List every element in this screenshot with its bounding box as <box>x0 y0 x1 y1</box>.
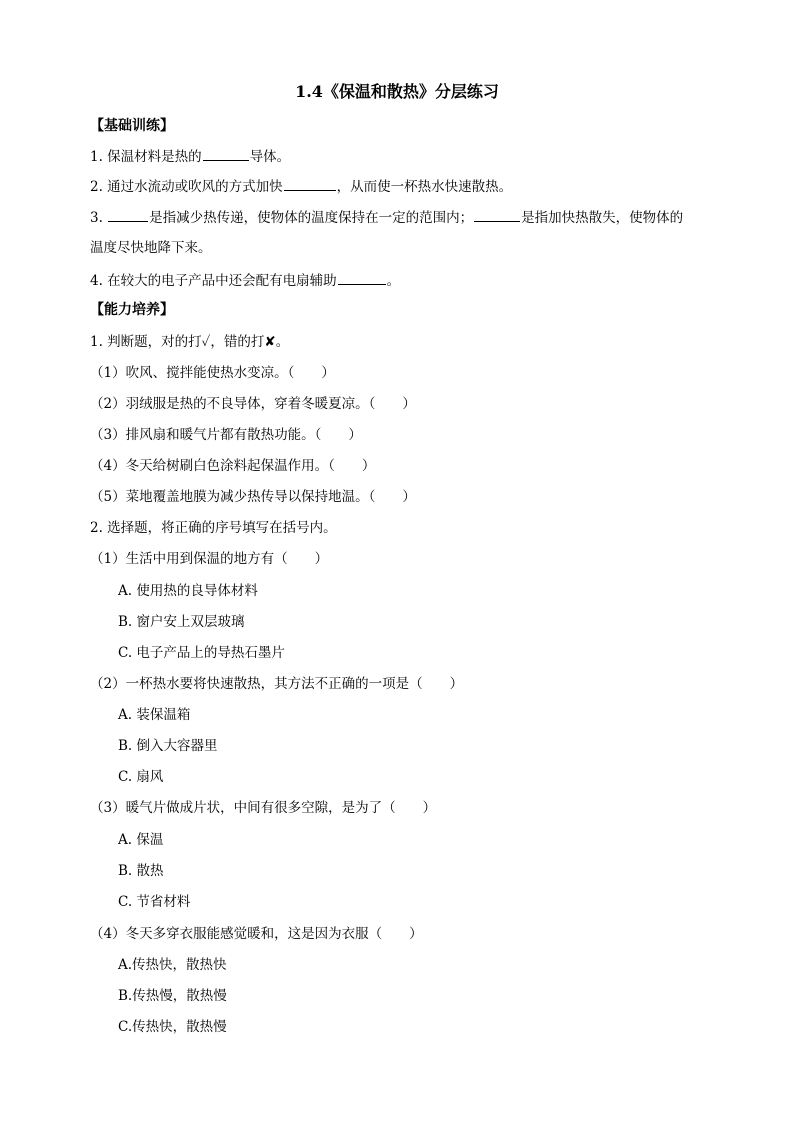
basic-question-4 <box>90 270 400 291</box>
choice-option[interactable]: C. 节省材料 <box>118 894 191 910</box>
choice-option[interactable]: C.传热快，散热慢 <box>118 1019 227 1035</box>
question-text: 1. 保温材料是热的 <box>90 149 202 165</box>
judge-intro: 1. 判断题，对的打✓，错的打✘。 <box>90 334 290 350</box>
question-text: 。 <box>386 273 401 289</box>
choice-option[interactable]: B.传热慢，散热慢 <box>118 988 227 1004</box>
choice-question-2[interactable]: （2）一杯热水要将快速散热，其方法不正确的一项是（ ） <box>90 676 464 692</box>
choice-question-4[interactable]: （4）冬天多穿衣服能感觉暖和，这是因为衣服（ ） <box>90 926 423 942</box>
question-text: 是指加快热散失，使物体的 <box>521 210 684 226</box>
answer-blank[interactable] <box>338 270 386 285</box>
judge-item-2[interactable]: （2）羽绒服是热的不良导体，穿着冬暖夏凉。（ ） <box>90 396 416 412</box>
choice-option[interactable]: A.传热快，散热快 <box>118 957 227 973</box>
answer-blank[interactable] <box>474 207 520 222</box>
question-text: 2. 通过水流动或吹风的方式加快 <box>90 179 283 195</box>
basic-question-3 <box>90 207 683 228</box>
choice-option[interactable]: C. 扇风 <box>118 769 164 785</box>
choice-option[interactable]: A. 使用热的良导体材料 <box>118 583 258 599</box>
choice-option[interactable]: A. 装保温箱 <box>118 707 191 723</box>
answer-blank[interactable] <box>284 176 336 191</box>
question-text: 3. <box>90 210 108 226</box>
section-heading-ability: 【能力培养】 <box>90 302 174 318</box>
judge-item-4[interactable]: （4）冬天给树刷白色涂料起保温作用。（ ） <box>90 458 376 474</box>
choice-option[interactable]: B. 窗户安上双层玻璃 <box>118 614 245 630</box>
choice-option[interactable]: B. 散热 <box>118 863 164 879</box>
answer-blank[interactable] <box>108 207 148 222</box>
choice-intro: 2. 选择题，将正确的序号填写在括号内。 <box>90 520 337 536</box>
judge-item-1[interactable]: （1）吹风、搅拌能使热水变凉。（ ） <box>90 365 335 381</box>
question-text: 导体。 <box>249 149 291 165</box>
answer-blank[interactable] <box>203 146 249 161</box>
choice-option[interactable]: B. 倒入大容器里 <box>118 738 218 754</box>
basic-question-1 <box>90 146 290 167</box>
judge-item-5[interactable]: （5）菜地覆盖地膜为减少热传导以保持地温。（ ） <box>90 489 416 505</box>
judge-item-3[interactable]: （3）排风扇和暖气片都有散热功能。（ ） <box>90 427 362 443</box>
section-heading-basic: 【基础训练】 <box>90 118 174 134</box>
choice-question-3[interactable]: （3）暖气片做成片状，中间有很多空隙，是为了（ ） <box>90 800 437 816</box>
question-text: ，从而使一杯热水快速散热。 <box>336 179 513 195</box>
question-text: 4. 在较大的电子产品中还会配有电扇辅助 <box>90 273 337 289</box>
question-text: 是指减少热传递，使物体的温度保持在一定的范围内； <box>149 210 474 226</box>
choice-option[interactable]: A. 保温 <box>118 832 164 848</box>
choice-question-1[interactable]: （1）生活中用到保温的地方有（ ） <box>90 551 329 567</box>
choice-option[interactable]: C. 电子产品上的导热石墨片 <box>118 645 285 661</box>
page-title: 1.4《保温和散热》分层练习 <box>295 82 499 101</box>
basic-question-2 <box>90 176 512 197</box>
basic-question-3-cont: 温度尽快地降下来。 <box>90 240 212 256</box>
